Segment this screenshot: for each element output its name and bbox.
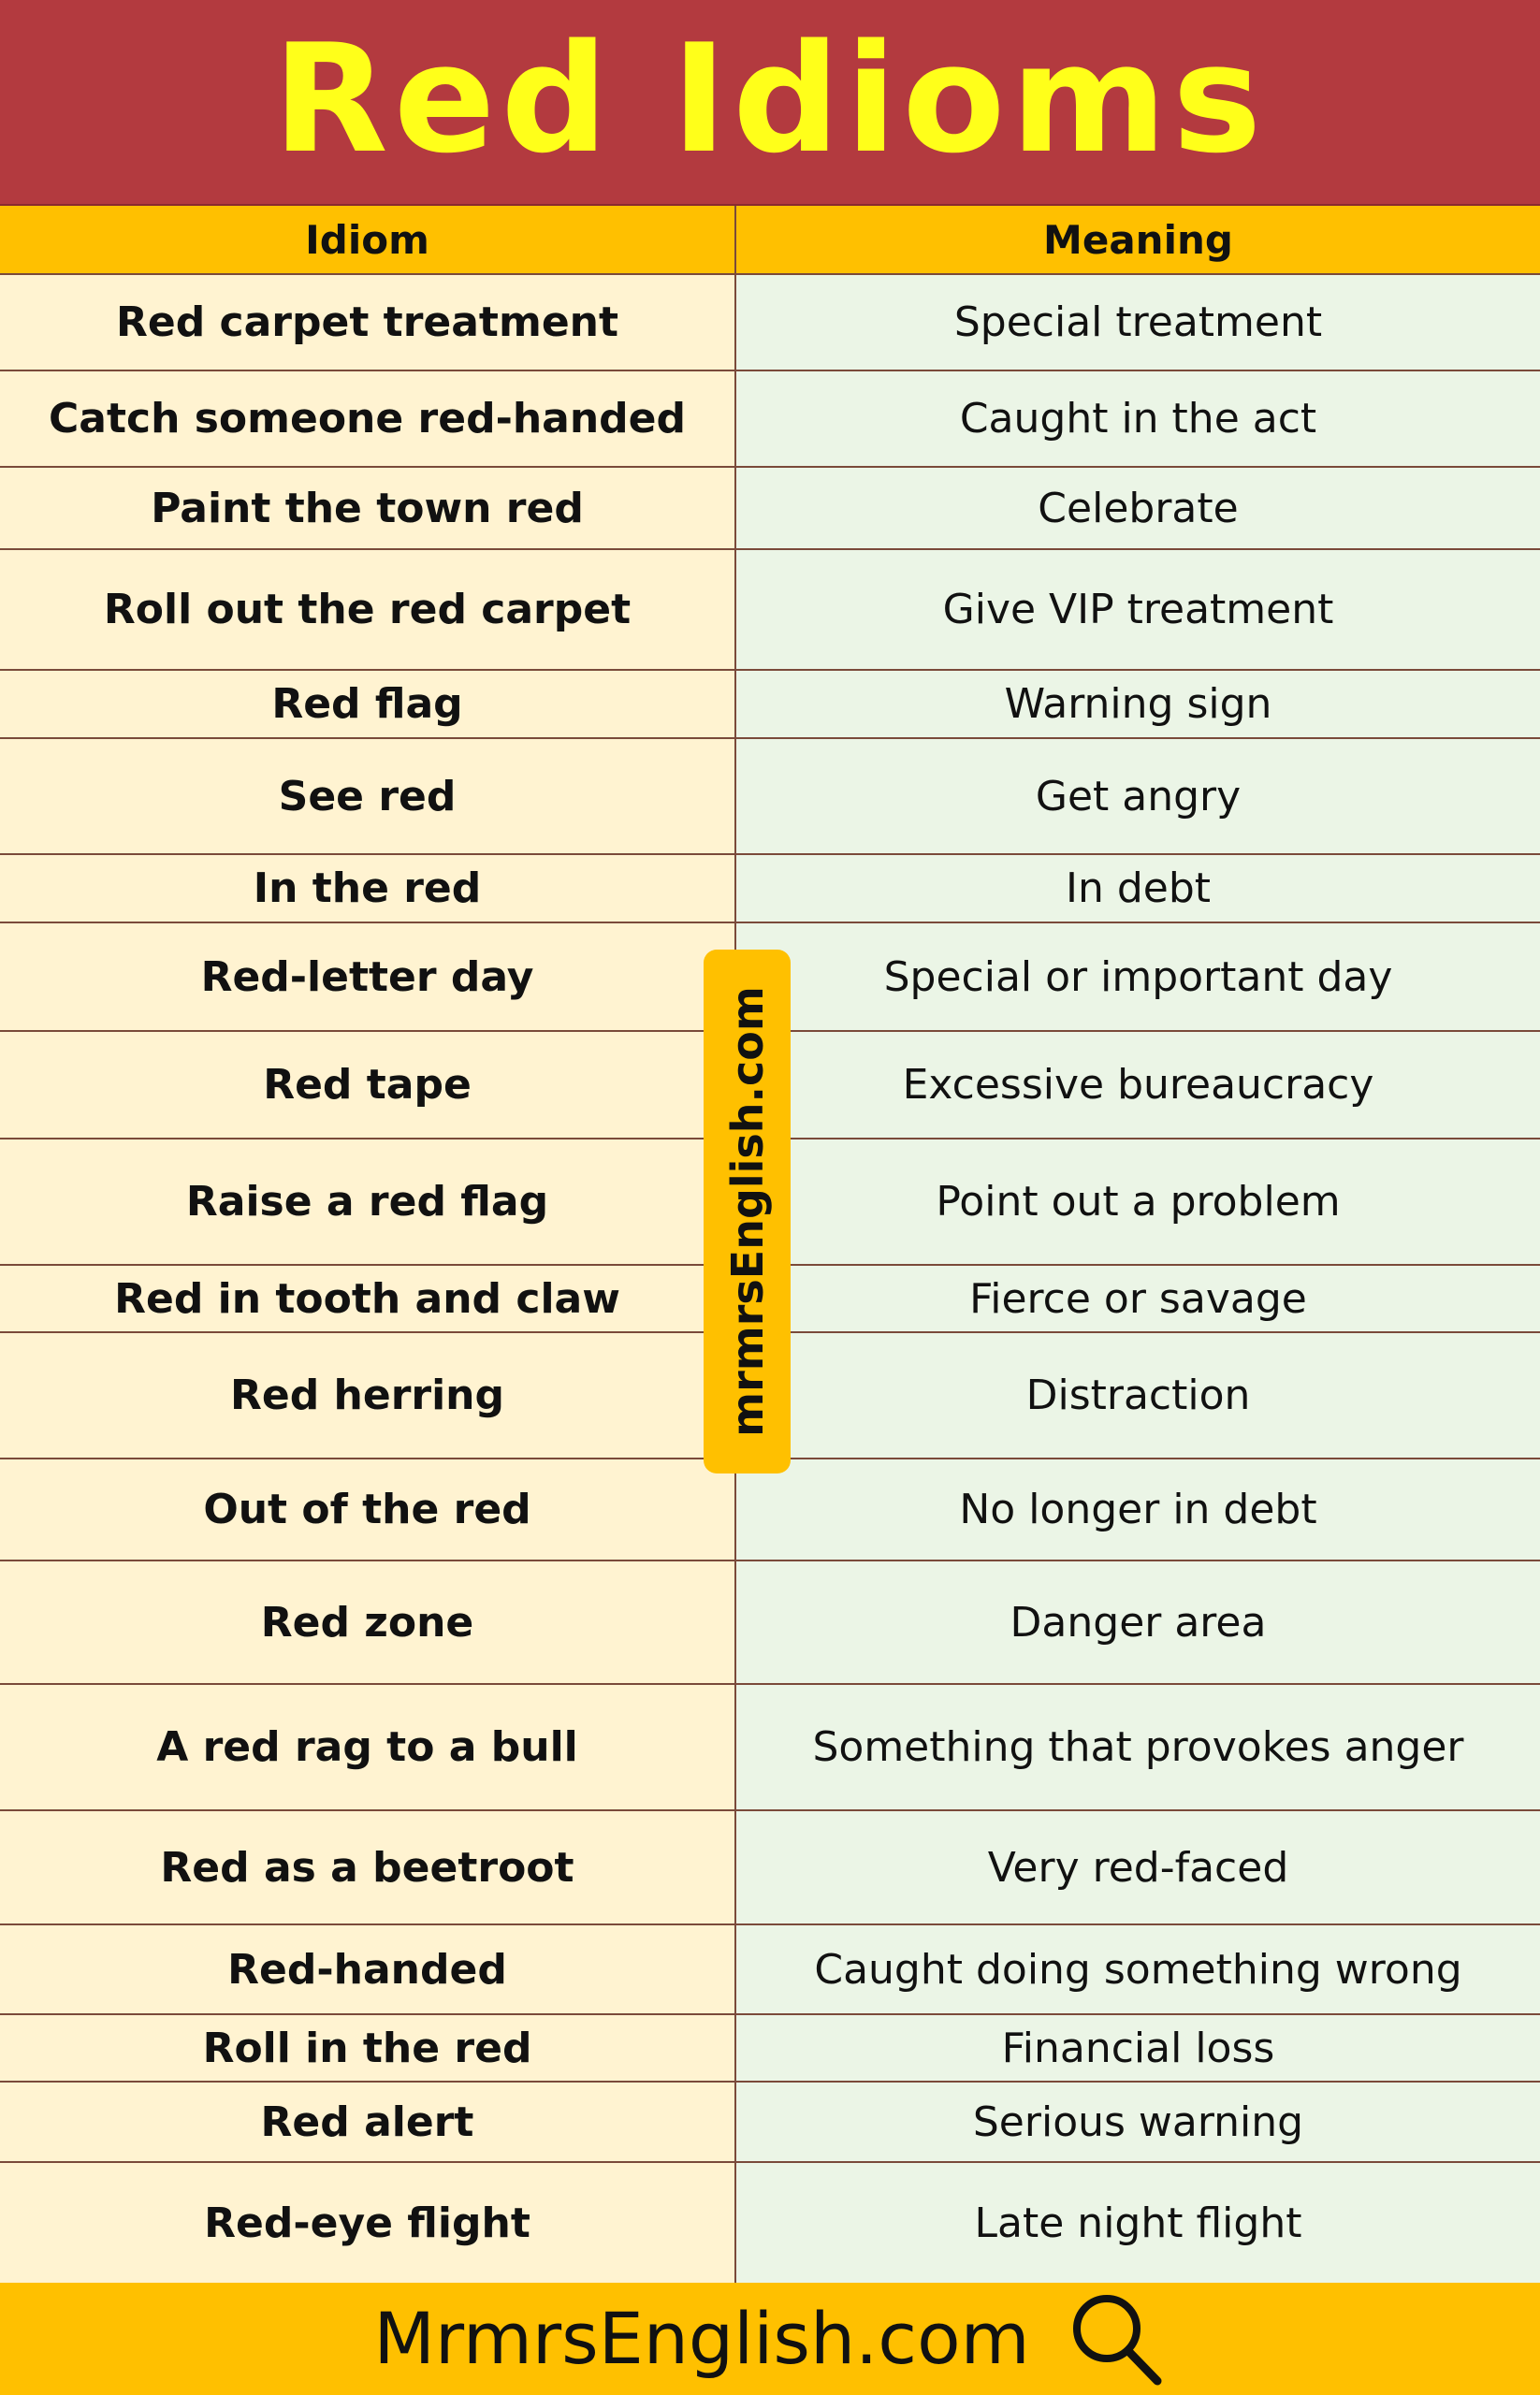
meaning-cell: Serious warning <box>736 2083 1540 2161</box>
idiom-cell: In the red <box>0 855 736 922</box>
table-row <box>0 371 1540 468</box>
idiom-cell: Raise a red flag <box>0 1139 736 1264</box>
title-banner <box>0 0 1540 206</box>
meaning-cell: Late night flight <box>736 2163 1540 2283</box>
idiom-cell: A red rag to a bull <box>0 1685 736 1809</box>
footer-site-link[interactable]: MrmrsEnglish.com <box>373 2297 1030 2380</box>
meaning-cell: In debt <box>736 855 1540 922</box>
meaning-cell: Give VIP treatment <box>736 550 1540 669</box>
table-row <box>0 2015 1540 2083</box>
idiom-cell: Paint the town red <box>0 468 736 548</box>
idiom-cell: Red tape <box>0 1032 736 1138</box>
idiom-cell: Red-letter day <box>0 923 736 1030</box>
idiom-cell: Red flag <box>0 671 736 737</box>
idiom-cell: Roll in the red <box>0 2015 736 2081</box>
watermark-badge <box>704 950 791 1473</box>
meaning-cell: Something that provokes anger <box>736 1685 1540 1809</box>
idiom-cell: Catch someone red-handed <box>0 371 736 466</box>
meaning-cell: No longer in debt <box>736 1459 1540 1560</box>
meaning-cell: Special or important day <box>736 923 1540 1030</box>
idiom-cell: Red-handed <box>0 1925 736 2013</box>
meaning-cell: Get angry <box>736 739 1540 853</box>
table-row <box>0 855 1540 923</box>
idiom-cell: Red in tooth and claw <box>0 1266 736 1331</box>
meaning-cell: Fierce or savage <box>736 1266 1540 1331</box>
column-header-idiom: Idiom <box>0 206 736 273</box>
table-row <box>0 2083 1540 2163</box>
idiom-cell: See red <box>0 739 736 853</box>
meaning-cell: Very red-faced <box>736 1811 1540 1923</box>
idiom-cell: Red-eye flight <box>0 2163 736 2283</box>
page-title: Red Idioms <box>272 11 1268 186</box>
meaning-cell: Excessive bureaucracy <box>736 1032 1540 1138</box>
meaning-cell: Caught in the act <box>736 371 1540 466</box>
idiom-cell: Out of the red <box>0 1459 736 1560</box>
search-icon[interactable] <box>1064 2287 1167 2390</box>
idiom-cell: Red as a beetroot <box>0 1811 736 1923</box>
meaning-cell: Distraction <box>736 1333 1540 1458</box>
table-row <box>0 1459 1540 1561</box>
idiom-cell: Roll out the red carpet <box>0 550 736 669</box>
table-row <box>0 1925 1540 2015</box>
idiom-cell: Red alert <box>0 2083 736 2161</box>
footer-bar <box>0 2283 1540 2395</box>
meaning-cell: Financial loss <box>736 2015 1540 2081</box>
table-row <box>0 1811 1540 1925</box>
table-row <box>0 550 1540 671</box>
table-row <box>0 468 1540 550</box>
meaning-cell: Warning sign <box>736 671 1540 737</box>
idiom-cell: Red zone <box>0 1561 736 1683</box>
watermark-text: mrmrsEnglish.com <box>721 986 773 1437</box>
table-row <box>0 739 1540 855</box>
meaning-cell: Danger area <box>736 1561 1540 1683</box>
idiom-cell: Red herring <box>0 1333 736 1458</box>
meaning-cell: Point out a problem <box>736 1139 1540 1264</box>
table-header <box>0 206 1540 275</box>
column-header-meaning: Meaning <box>1043 216 1233 263</box>
table-row <box>0 1561 1540 1685</box>
table-row <box>0 275 1540 371</box>
meaning-cell: Special treatment <box>736 275 1540 370</box>
meaning-cell: Caught doing something wrong <box>736 1925 1540 2013</box>
table-row <box>0 671 1540 739</box>
table-row <box>0 2163 1540 2283</box>
idiom-cell: Red carpet treatment <box>0 275 736 370</box>
meaning-cell: Celebrate <box>736 468 1540 548</box>
table-row <box>0 1685 1540 1811</box>
